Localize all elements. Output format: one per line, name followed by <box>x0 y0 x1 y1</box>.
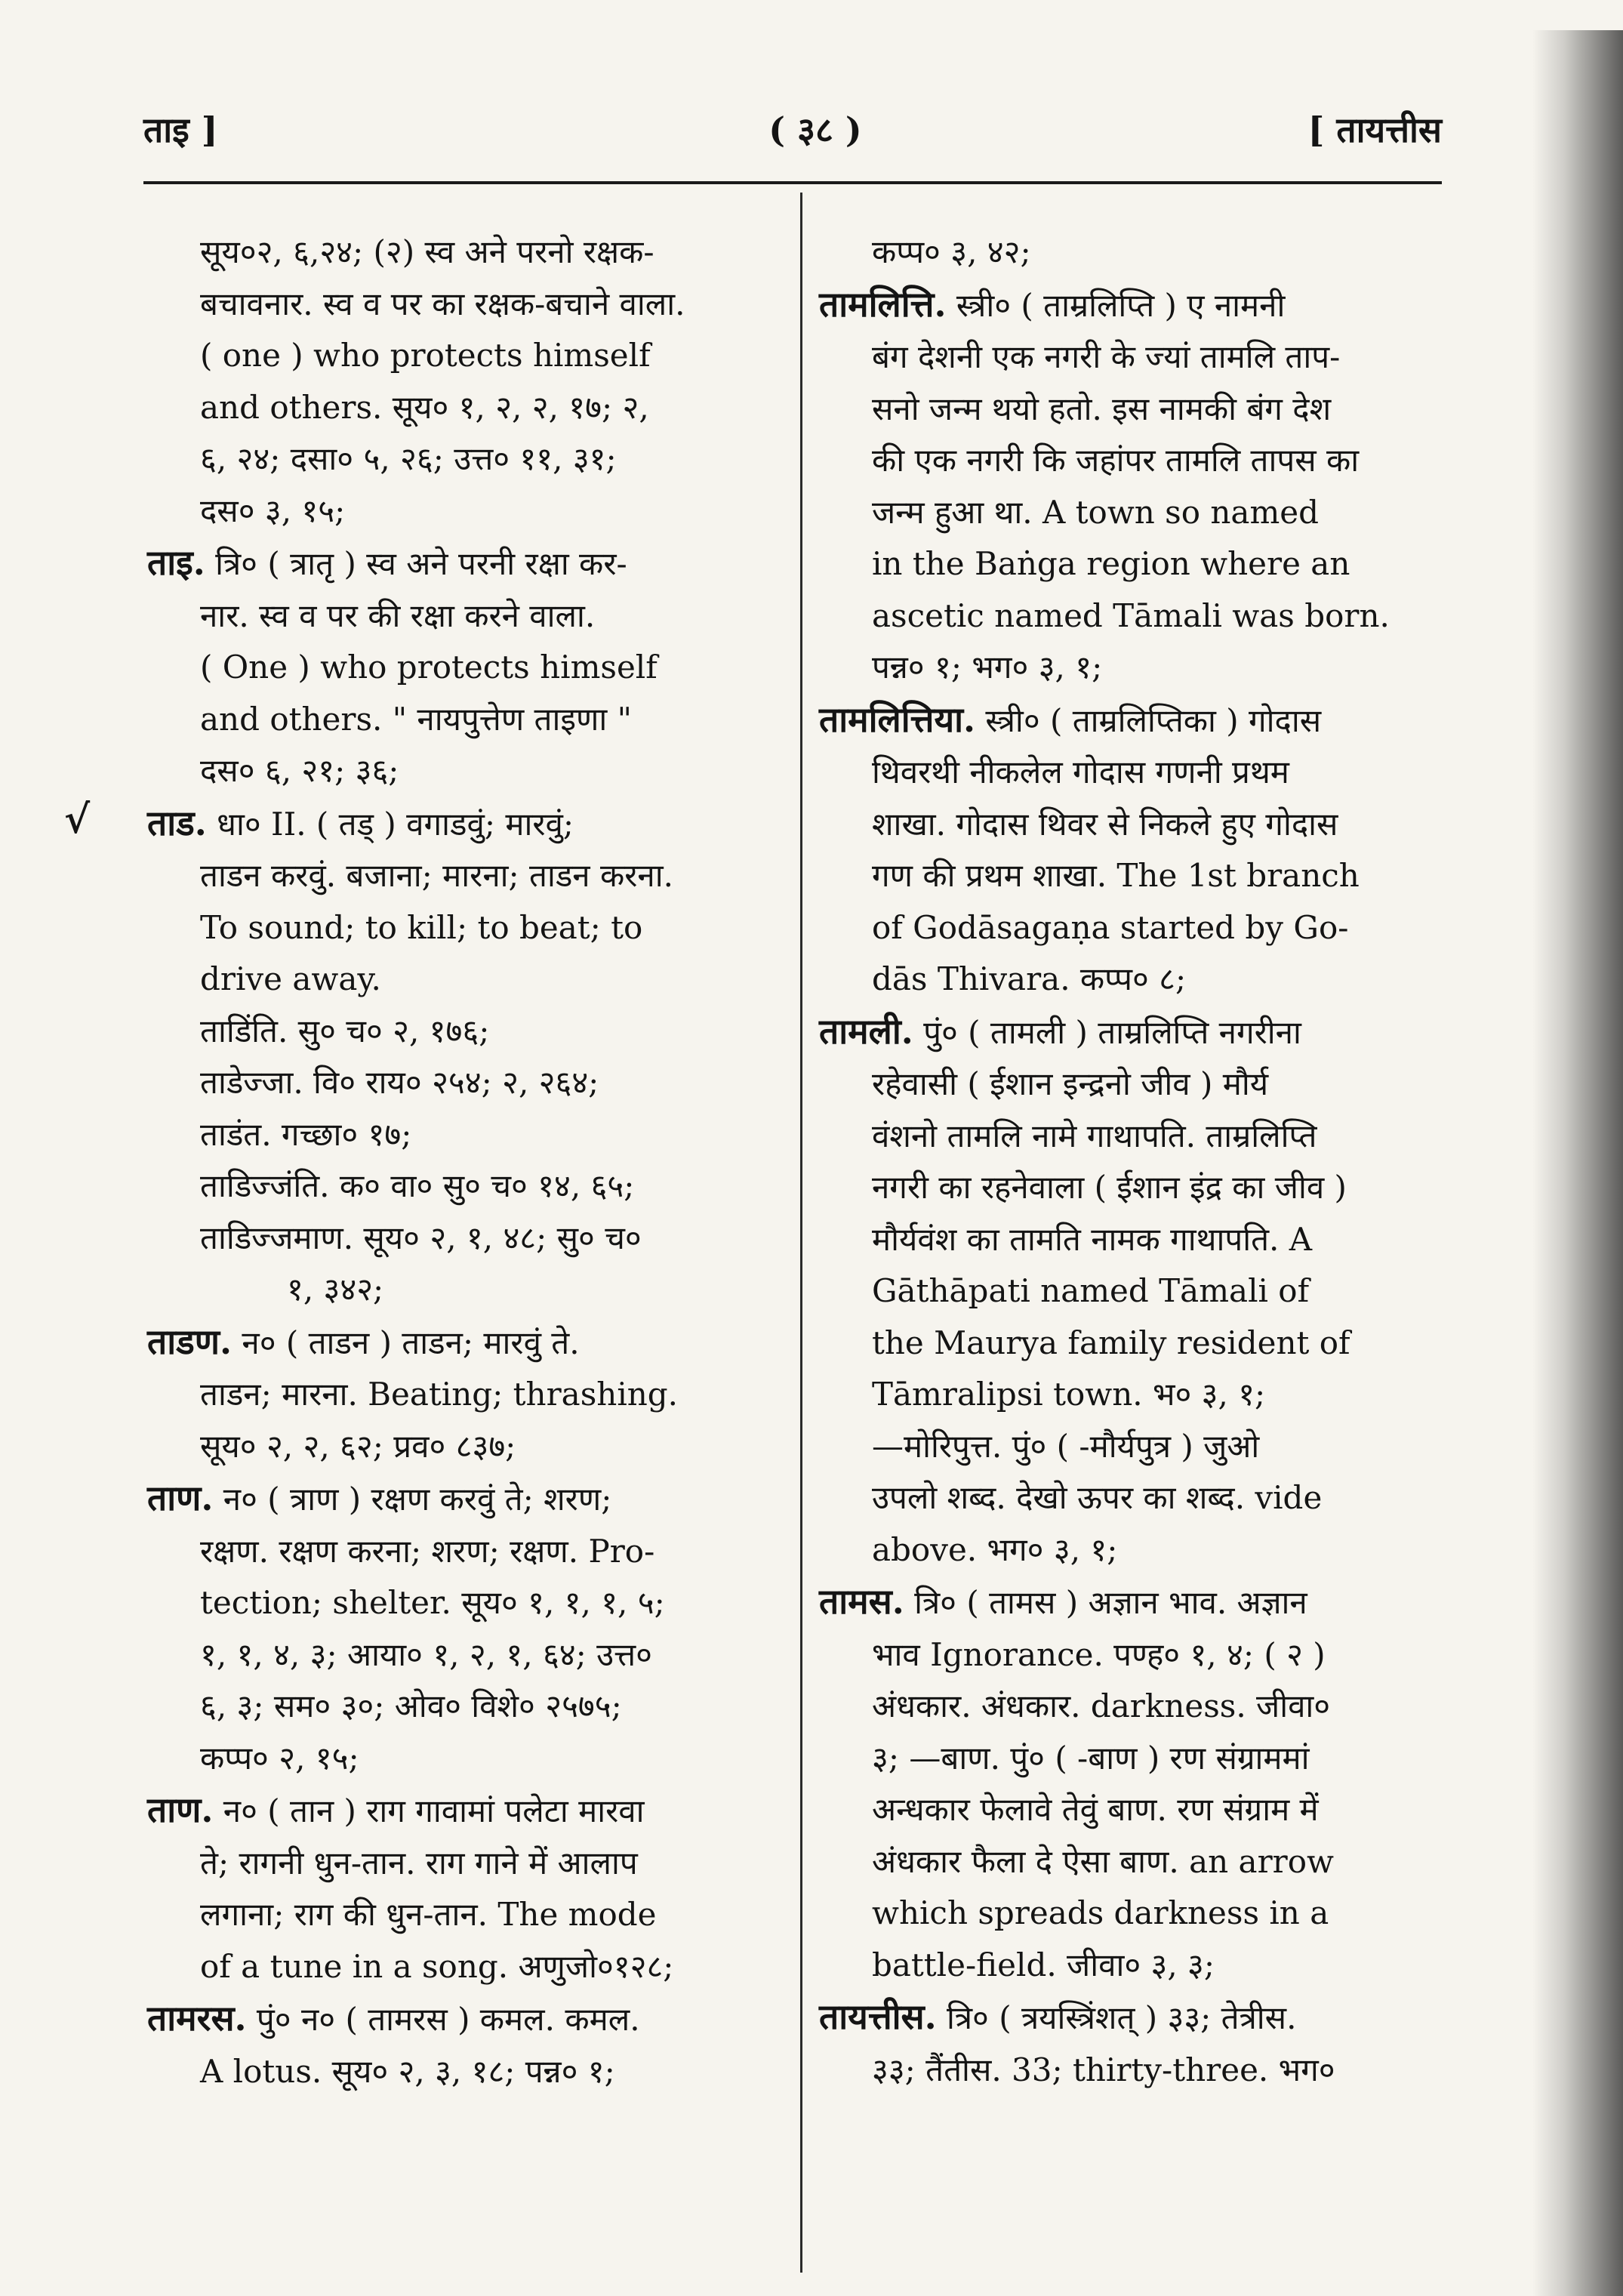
entry-continuation-line: Gāthāpati named Tāmali of <box>872 1272 1310 1309</box>
entry-continuation-line: and others. " नायपुत्तेण ताइणा " <box>200 700 632 738</box>
entry-continuation-line: रक्षण. रक्षण करना; शरण; रक्षण. Pro- <box>200 1532 655 1570</box>
entry-continuation-line: मौर्यवंश का तामति नामक गाथापति. A <box>872 1220 1313 1258</box>
entry-continuation-line: ६, ३; सम० ३०; ओव० विशे० २५७५; <box>200 1687 622 1724</box>
entry-continuation-line: १, १, ४, ३; आया० १, २, १, ६४; उत्त० <box>200 1635 653 1673</box>
entry-continuation-line: ३; —बाण. पुं० ( -बाण ) रण संग्राममां <box>872 1739 1310 1777</box>
headword: तामरस. <box>147 1998 247 2039</box>
entry-text: त्रि० ( त्रयस्त्रिंशत् ) ३३; तेत्रीस. <box>936 1999 1297 2036</box>
entry-text: धा० II. ( तड् ) वगाडवुं; मारवुं; <box>206 805 574 843</box>
entry-continuation-line: उपलो शब्द. देखो ऊपर का शब्द. vide <box>872 1479 1323 1516</box>
entry-continuation-line: To sound; to kill; to beat; to <box>200 908 643 946</box>
dictionary-entry-line <box>819 279 1446 332</box>
headword: तामली. <box>819 1010 913 1052</box>
page-header <box>143 106 1442 159</box>
column-divider <box>800 193 802 2273</box>
entry-text: पुं० न० ( तामरस ) कमल. कमल. <box>246 2001 640 2038</box>
entry-text: न० ( ताडन ) ताडन; मारवुं ते. <box>232 1324 580 1361</box>
entry-continuation-line: ( one ) who protects himself <box>200 337 651 374</box>
page-number: ( ३८ ) <box>768 109 862 150</box>
headword: ताइ. <box>147 542 205 583</box>
entry-continuation-line: ताडिंति. सु० च० २, १७६; <box>200 1012 490 1049</box>
entry-continuation-line: above. भग० ३, १; <box>872 1530 1118 1568</box>
entry-continuation-line: जन्म हुआ था. A town so named <box>872 493 1320 531</box>
entry-continuation-line: Tāmralipsi town. भ० ३, १; <box>872 1376 1266 1413</box>
entry-text: स्त्री० ( ताम्रलिप्ति ) ए नामनी <box>946 286 1286 324</box>
entry-continuation-line: नगरी का रहनेवाला ( ईशान इंद्र का जीव ) <box>872 1169 1347 1206</box>
entry-continuation-line: in the Baṅga region where an <box>872 545 1350 582</box>
entry-continuation-line: dās Thivara. कप्प० ८; <box>872 960 1187 997</box>
headword: ताड. <box>147 802 207 843</box>
entry-continuation-line: पन्न० १; भग० ३, १; <box>872 649 1103 686</box>
entry-continuation-line: ताडिज्जंति. क० वा० सु० च० १४, ६५; <box>200 1167 635 1204</box>
headword: ताडण. <box>147 1321 233 1362</box>
entry-continuation-line: ताडन करवुं. बजाना; मारना; ताडन करना. <box>200 857 673 894</box>
entry-continuation-line: ताडिज्जमाण. सूय० २, १, ४८; सु० च० <box>200 1219 642 1256</box>
entry-continuation-line: बंग देशनी एक नगरी के ज्यां तामलि ताप- <box>872 338 1341 375</box>
dictionary-entry-line <box>147 1472 785 1526</box>
dictionary-entry-line <box>819 694 1446 747</box>
entry-continuation-line: सूय० २, २, ६२; प्रव० ८३७; <box>200 1427 516 1465</box>
entry-continuation-line: —मोरिपुत्त. पुं० ( -मौर्यपुत्र ) जुओ <box>872 1427 1260 1465</box>
entry-continuation-line: अंधकार फैला दे ऐसा बाण. an arrow <box>872 1842 1334 1880</box>
page-edge-shadow <box>1532 30 1623 2296</box>
entry-continuation-line: ३३; तैंतीस. 33; thirty-three. भग० <box>872 2051 1335 2088</box>
right-column <box>819 227 1446 2265</box>
entry-continuation-line: सूय०२, ६,२४; (२) स्व अने परनो रक्षक- <box>200 233 654 270</box>
headword: ताण. <box>147 1478 214 1518</box>
entry-continuation-line: ताडंत. गच्छा० १७; <box>200 1115 412 1153</box>
entry-continuation-line: ताडेज्जा. वि० राय० २५४; २, २६४; <box>200 1064 599 1101</box>
entry-continuation-line: दस० ६, २१; ३६; <box>200 752 399 789</box>
dictionary-entry-line <box>819 1576 1446 1629</box>
entry-continuation-line: which spreads darkness in a <box>872 1894 1329 1931</box>
entry-text: स्त्री० ( ताम्रलिप्तिका ) गोदास <box>975 701 1322 739</box>
headword: तामलित्ति. <box>819 283 947 325</box>
entry-text: त्रि० ( तामस ) अज्ञान भाव. अज्ञान <box>904 1584 1307 1621</box>
entry-continuation-line: of a tune in a song. अणुजो०१२८; <box>200 1947 674 1985</box>
dictionary-entry-line <box>147 1992 785 2046</box>
entry-continuation-line: गण की प्रथम शाखा. The 1st branch <box>872 857 1360 894</box>
entry-continuation-line: अंधकार. अंधकार. darkness. जीवा० <box>872 1687 1331 1724</box>
dictionary-entry-line <box>819 1006 1446 1059</box>
entry-continuation-line: वंशनो तामलि नामे गाथापति. ताम्रलिप्ति <box>872 1117 1317 1154</box>
entry-continuation-line: लगाना; राग की धुन-तान. The mode <box>200 1896 657 1933</box>
entry-continuation-line: ६, २४; दसा० ५, २६; उत्त० ११, ३१; <box>200 440 617 477</box>
entry-continuation-line: of Godāsagaṇa started by Go- <box>872 908 1349 946</box>
entry-text: न० ( त्राण ) रक्षण करवुं ते; शरण; <box>213 1481 612 1518</box>
entry-continuation-line: दस० ३, १५; <box>200 492 346 529</box>
entry-continuation-line: १, ३४२; <box>287 1271 384 1308</box>
left-column <box>64 227 785 2265</box>
dictionary-entry-line <box>147 1316 785 1370</box>
entry-continuation-line: की एक नगरी कि जहांपर तामलि तापस का <box>872 442 1360 479</box>
entry-continuation-line: रहेवासी ( ईशान इन्द्रनो जीव ) मौर्य <box>872 1065 1269 1102</box>
entry-continuation-line: भाव Ignorance. पण्ह० १, ४; ( २ ) <box>872 1635 1326 1673</box>
entry-continuation-line: ते; रागनी धुन-तान. राग गाने में आलाप <box>200 1844 638 1881</box>
entry-continuation-line: A lotus. सूय० २, ३, १८; पन्न० १; <box>200 2052 615 2090</box>
entry-continuation-line: कप्प० २, १५; <box>200 1739 359 1777</box>
headword: तायत्तीस. <box>819 1996 937 2037</box>
entry-continuation-line: drive away. <box>200 960 381 997</box>
entry-continuation-line: battle-field. जीवा० ३, ३; <box>872 1946 1215 1983</box>
entry-continuation-line: शाखा. गोदास थिवर से निकले हुए गोदास <box>872 805 1338 843</box>
entry-text: न० ( तान ) राग गावामां पलेटा मारवा <box>213 1792 645 1829</box>
entry-continuation-line: tection; shelter. सूय० १, १, १, ५; <box>200 1584 665 1621</box>
entry-continuation-line: अन्धकार फेलावे तेवुं बाण. रण संग्राम में <box>872 1791 1319 1828</box>
entry-continuation-line: कप्प० ३, ४२; <box>872 233 1031 270</box>
header-rule <box>143 181 1442 184</box>
entry-continuation-line: the Maurya family resident of <box>872 1324 1350 1361</box>
dictionary-entry-line <box>819 1991 1446 2045</box>
entry-continuation-line: सनो जन्म थयो हतो. इस नामकी बंग देश <box>872 390 1332 427</box>
header-right-term: [ तायत्तीस <box>1307 109 1442 150</box>
entry-text: त्रि० ( त्रातृ ) स्व अने परनी रक्षा कर- <box>205 545 627 582</box>
headword: तामस. <box>819 1581 904 1622</box>
dictionary-entry-line <box>147 537 785 590</box>
entry-continuation-line: and others. सूय० १, २, २, १७; २, <box>200 388 649 426</box>
entry-continuation-line: थिवरथी नीकलेल गोदास गणनी प्रथम <box>872 754 1289 791</box>
dictionary-entry-line: ताड. धा० II. ( तड् ) वगाडवुं; मारवुं; √ <box>64 796 574 843</box>
entry-text: पुं० ( तामली ) ताम्रलिप्ति नगरीना <box>913 1013 1301 1051</box>
entry-continuation-line: नार. स्व व पर की रक्षा करने वाला. <box>200 596 596 634</box>
header-left-term: ताइ ] <box>143 109 218 150</box>
entry-continuation-line: ताडन; मारना. Beating; thrashing. <box>200 1376 679 1413</box>
headword: तामलित्तिया. <box>819 698 976 740</box>
dictionary-entry-line <box>147 1784 785 1838</box>
entry-continuation-line: ( One ) who protects himself <box>200 649 658 686</box>
entry-continuation-line: ascetic named Tāmali was born. <box>872 596 1390 634</box>
headword: ताण. <box>147 1789 214 1830</box>
entry-continuation-line: बचावनार. स्व व पर का रक्षक-बचाने वाला. <box>200 285 685 322</box>
